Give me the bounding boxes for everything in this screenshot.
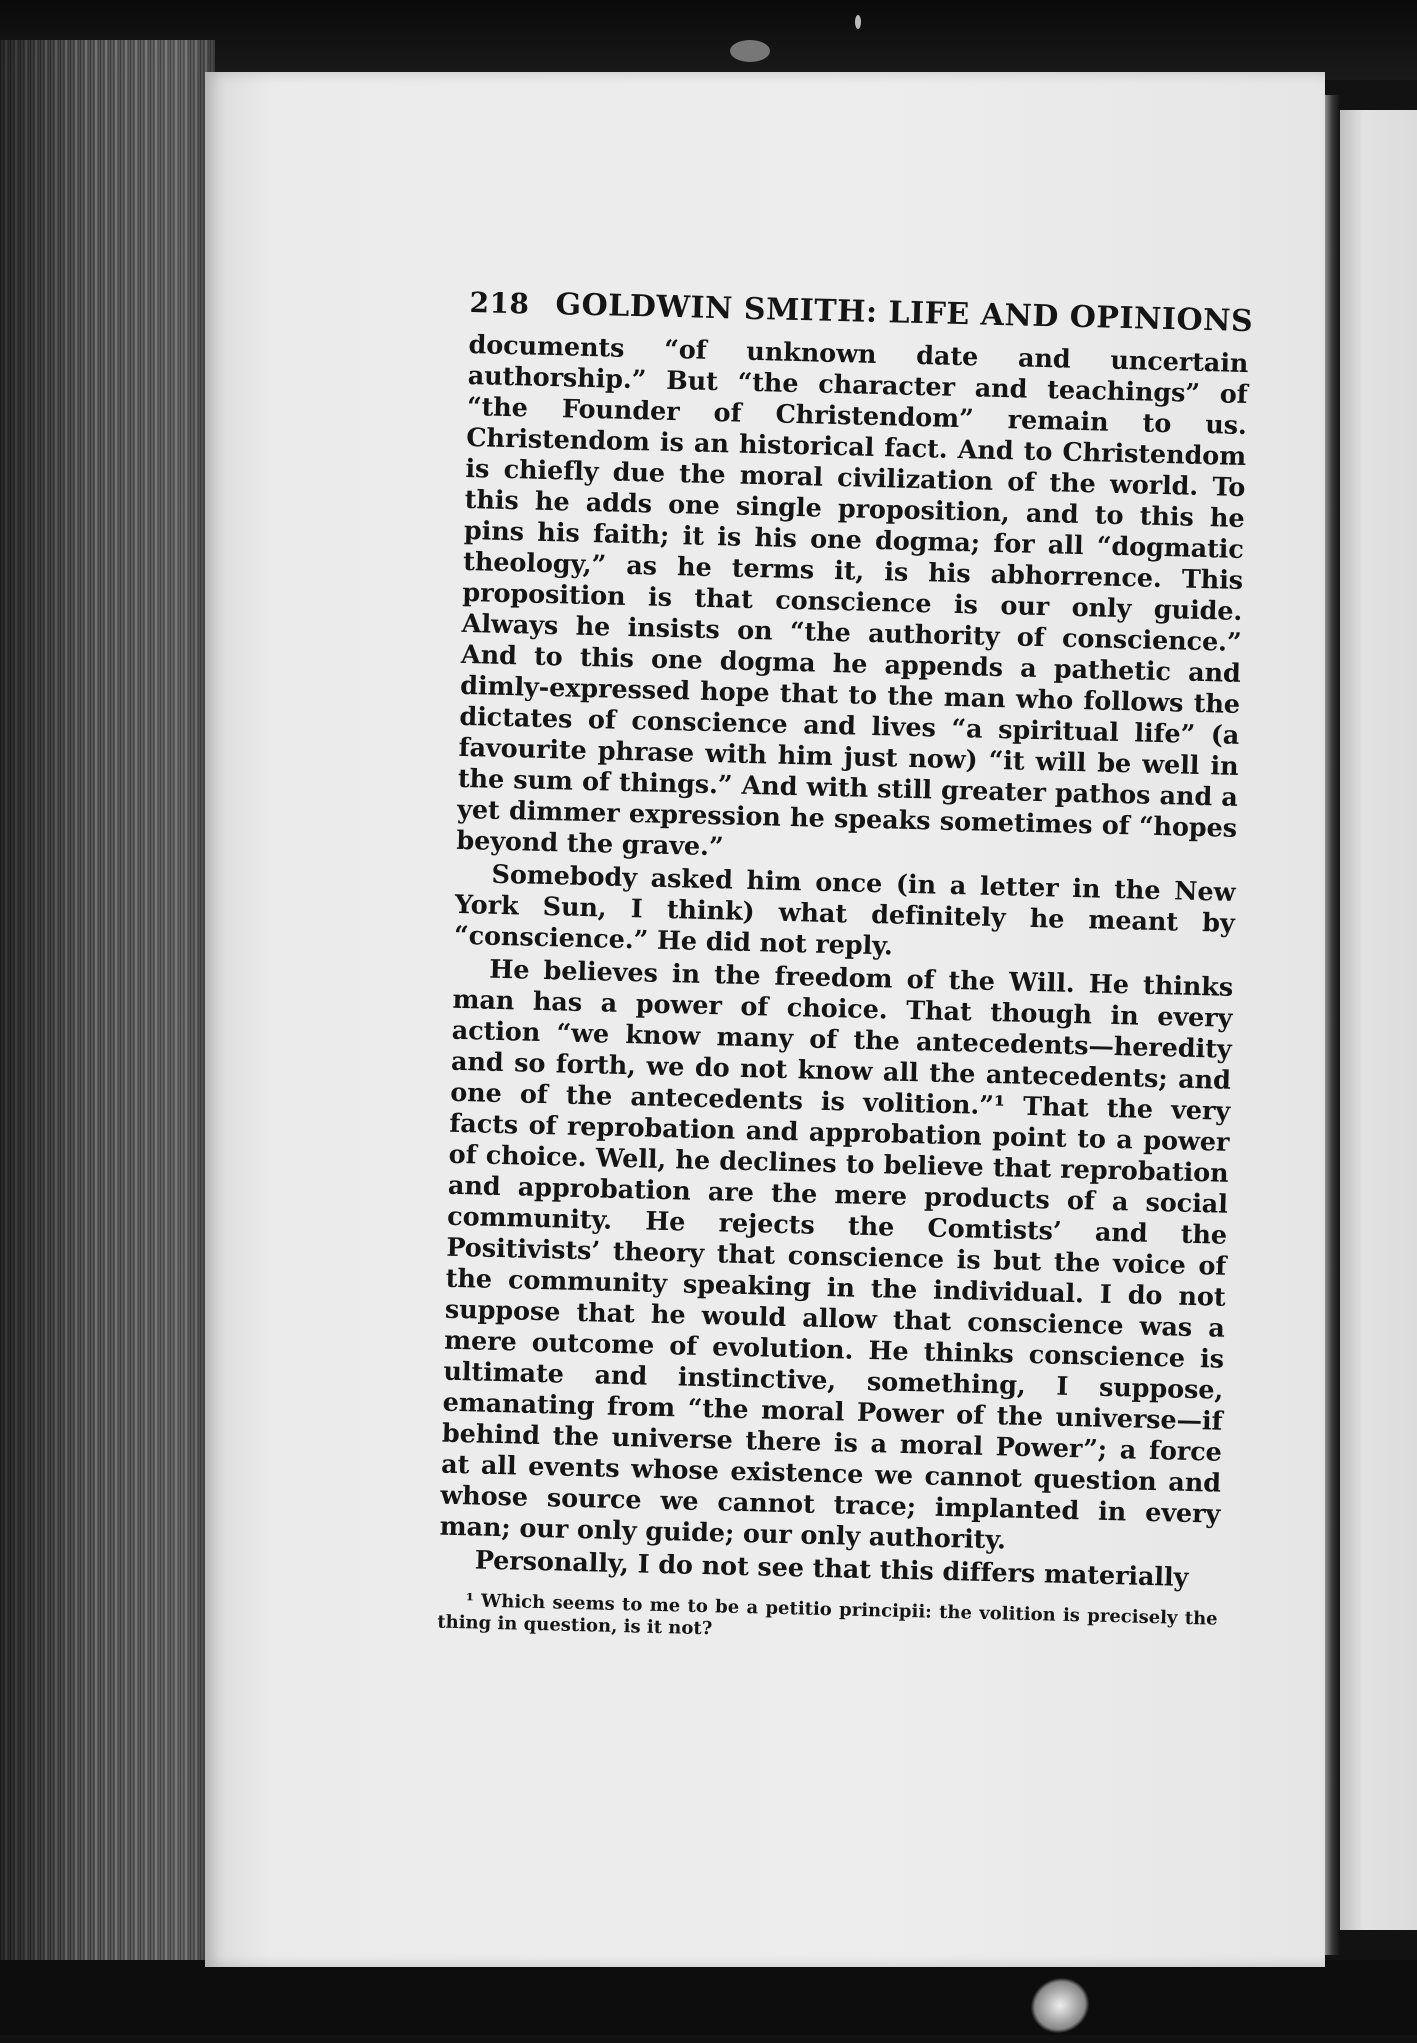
body-text (438, 330, 1248, 1595)
page-text-block (437, 285, 1254, 1653)
running-title: GOLDWIN SMITH: LIFE AND OPINIONS (555, 287, 1254, 340)
footnote: ¹ Which seems to me to be a petitio principii: the volition is precisely the thing in question, is it not? (437, 1590, 1218, 1640)
paragraph: documents “of unknown date and uncertain authorship.” But “the character and teachings” of “the Founder of Christendom” remain to us. Christendom is an historical fact. And to Christendom is chiefly due the moral civilization of the world. To this he adds one single proposition, and to this he pins his faith; it is his one dogma; for all “dogmatic theology,” as he terms it, is his abhorrence. This proposition is that conscience is our only guide. Always he insists on “the authority of conscience.” And to this one dogma he appends a pathetic and dimly-expressed hope that to the man who follows the dictates of conscience and lives “a spiritual life” (a favourite phrase with him just now) “it will be well in the sum of things.” And with still greater pathos and a yet dimmer expression he speaks sometimes of “hopes beyond the grave.” (456, 329, 1249, 863)
paragraph: Personally, I do not see that this differs materially (474, 1545, 1189, 1593)
adjacent-page (1340, 110, 1417, 1930)
paragraph: He believes in the freedom of the Will. He thinks man has a power of choice. That though in every action “we know many of the antecedents—heredity and so forth, we do not know all the antecedents; and one of the antecedents is volition.”¹ That the very facts of reprobation and approbation point to a power of choice. Well, he declines to believe that reprobation and approbation are the mere products of a social community. He rejects the Comtists’ and the Positivists’ theory that conscience is but the voice of the community speaking in the individual. I do not suppose that he would allow that conscience was a mere outcome of evolution. He thinks conscience is ultimate and instinctive, something, I suppose, emanating from “the moral Power of the universe—if behind the universe there is a moral Power”; a force at all events whose existence we cannot question and whose source we cannot trace; implanted in every man; our only guide; our only authority. (439, 954, 1234, 1556)
scan-artifact (730, 40, 770, 62)
book-page-edges (0, 40, 215, 2035)
page-number: 218 (469, 285, 530, 321)
scan-artifact (855, 15, 861, 29)
scanner-background-bottom (0, 1960, 1417, 2035)
paragraph: Somebody asked him once (in a letter in the New York Sun, I think) what definitely he meant by “conscience.” He did not reply. (453, 859, 1236, 962)
